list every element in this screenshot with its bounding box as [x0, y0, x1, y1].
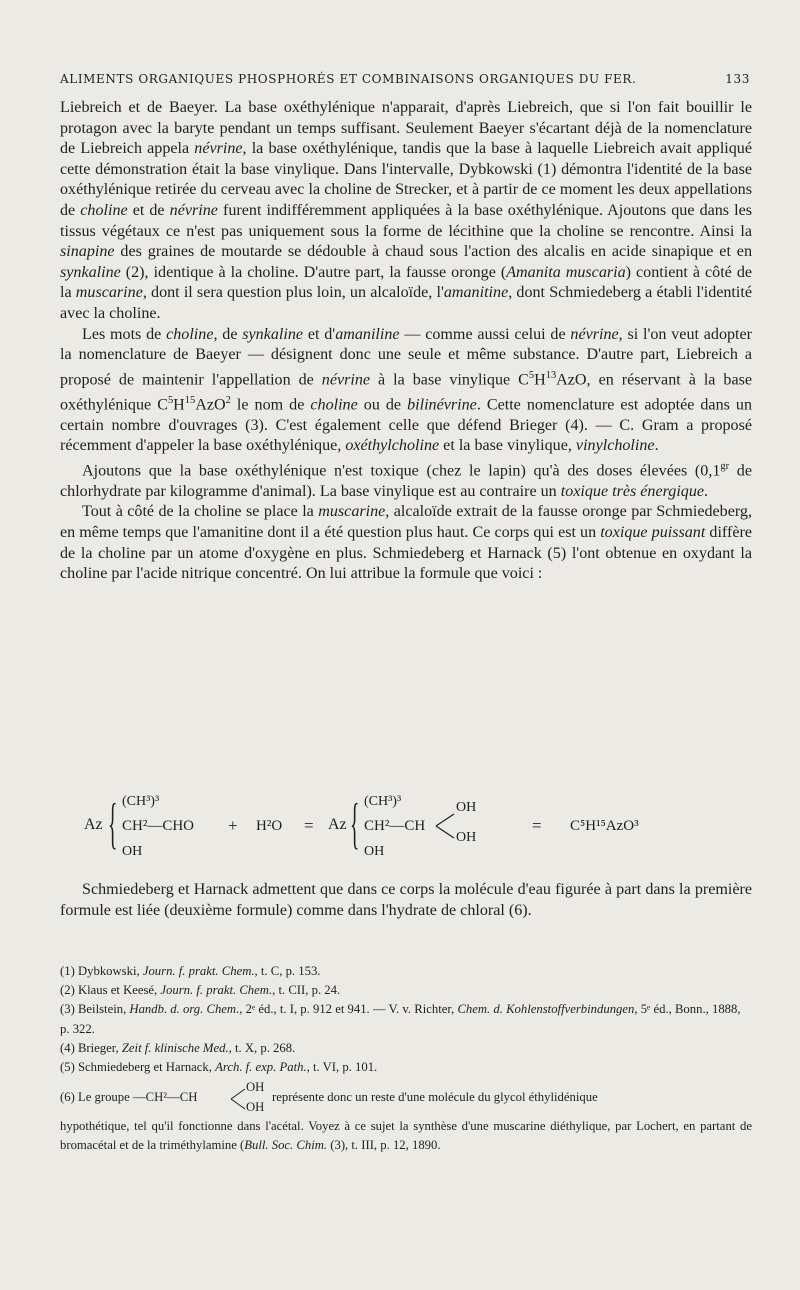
main-text-continued — [60, 880, 752, 921]
text-run: et d' — [303, 325, 336, 343]
footnote-6-oh-down: OH — [246, 1100, 265, 1115]
footnote-6-continuation — [60, 1117, 752, 1155]
formula-az-left: Az — [84, 816, 103, 833]
chemical-formula — [60, 788, 752, 868]
running-title: ALIMENTS ORGANIQUES PHOSPHORÉS ET COMBINAISONS ORGANIQUES DU FER. — [60, 72, 637, 86]
italic-run: Bull. Soc. Chim. — [244, 1138, 328, 1153]
superscript-run: 2 — [225, 394, 231, 406]
text-run: furent indifféremment appliquées à la base oxéthylénique. Ajoutons que dans les tissus végétaux ce n'est pas uniquement sous la forme de lécithine que la choline se rencontre. Ainsi la — [60, 201, 753, 240]
italic-run: névrine — [570, 325, 619, 343]
text-run: . — [704, 482, 709, 500]
text-run: Les mots de — [82, 325, 167, 343]
text-run: (4) Brieger, — [60, 1040, 122, 1055]
formula-az-right: Az — [328, 816, 347, 833]
text-run: , t. X, p. 268. — [228, 1040, 296, 1055]
formula-result: C⁵H¹⁵AzO³ — [570, 818, 639, 834]
italic-run: névrine — [169, 201, 218, 219]
footnote — [60, 981, 752, 1000]
footnote-6 — [60, 1077, 752, 1117]
text-run: , dont Schmiedeberg a établi l'identité avec la choline. — [60, 284, 752, 322]
text-run: , dont il sera question plus loin, un alcaloïde, l' — [142, 284, 444, 302]
text-run: ou de — [357, 396, 408, 414]
formula-oh-up: OH — [456, 800, 477, 815]
superscript-run: 5 — [167, 394, 174, 406]
text-run: , t. C, p. 153. — [254, 964, 321, 978]
italic-run: Journ. f. prakt. Chem. — [142, 964, 255, 978]
text-run: à la base vinylique C — [370, 371, 529, 389]
text-run: et de — [127, 201, 170, 219]
formula-water: H²O — [256, 818, 283, 834]
italic-run: choline — [80, 201, 128, 219]
page-number: 133 — [725, 72, 750, 86]
footnote — [60, 1039, 752, 1058]
italic-run: Arch. f. exp. Path. — [215, 1060, 307, 1075]
text-run: , t. VI, p. 101. — [306, 1060, 378, 1075]
paragraph — [60, 457, 752, 503]
superscript-run: 5 — [528, 369, 535, 381]
text-run: , t. CII, p. 24. — [272, 983, 341, 998]
text-run: H — [173, 396, 185, 414]
text-run: le nom de — [230, 396, 311, 414]
text-run: Liebreich et de Baeyer. La base oxéthylénique n'apparait, d'après Liebreich, que si l'on fait bouillir le protagon avec la baryte pendant un temps suffisant. Seulement Baeyer s'écartant déjà de la nomenclature de Liebreich appela — [60, 99, 752, 158]
italic-run: névrine — [321, 371, 371, 389]
italic-run: toxique très énergique — [560, 482, 705, 500]
formula-brace-left: { — [108, 793, 118, 855]
text-run: hypothétique, tel qu'il fonctionne dans l'acétal. Voyez à ce sujet la synthèse d'une muscarine diéthylique, par Lochert, en partant de bromacétal et de la triméthylamine ( — [60, 1119, 752, 1153]
paragraph — [60, 502, 752, 584]
text-run: , si l'on veut adopter la nomenclature de Baeyer — désignent donc une seule et même substance. D'autre part, Liebreich a proposé de maintenir l'appellation de — [60, 325, 753, 389]
italic-run: névrine — [194, 140, 243, 158]
italic-run: synkaline — [60, 263, 121, 281]
text-run: et la base vinylique, — [439, 437, 576, 455]
superscript-run: 13 — [545, 369, 557, 381]
text-run: (3), t. III, p. 12, 1890. — [327, 1138, 441, 1153]
italic-run: synkaline — [242, 325, 304, 343]
formula-equals-2: = — [532, 816, 542, 835]
text-run: AzO, en réservant à la base oxéthylénique C — [60, 371, 753, 414]
italic-run: oxéthylcholine — [345, 437, 440, 455]
italic-run: choline — [310, 396, 358, 414]
footnote-6-label: (6) Le groupe —CH²—CH — [60, 1090, 198, 1105]
formula-oh-down: OH — [456, 830, 477, 845]
text-run: (5) Schmiedeberg et Harnack, — [60, 1060, 216, 1075]
formula-branch-lines — [434, 808, 458, 844]
text-run: (3) Beilstein, — [60, 1002, 130, 1017]
paragraph — [60, 98, 752, 325]
formula-left-mid: CH²—CHO — [122, 818, 195, 834]
italic-run: amanitine — [443, 284, 509, 302]
formula-equals-1: = — [304, 816, 314, 835]
italic-run: amaniline — [335, 325, 400, 343]
italic-run: Journ. f. prakt. Chem. — [160, 983, 273, 998]
footnote-6-rest: représente donc un reste d'une molécule du glycol éthylidénique — [272, 1090, 598, 1105]
italic-run: vinylcholine — [575, 437, 655, 455]
formula-left-top: (CH³)³ — [122, 794, 160, 809]
footnote — [60, 962, 752, 981]
formula-left-bot: OH — [122, 844, 143, 859]
text-run: . Cette nomenclature est adoptée dans un certain nombre d'ouvrages (3). C'est également celle que défend Brieger (4). — C. Gram a proposé récemment d'appeler la base oxéthylénique, — [60, 396, 752, 455]
text-run: (2), identique à la choline. D'autre part, la fausse oronge ( — [120, 263, 507, 281]
italic-run: sinapine — [60, 243, 115, 261]
text-run: , 2ᵉ éd., t. I, p. 912 et 941. — V. v. Richter, — [239, 1002, 458, 1017]
superscript-run: gr — [720, 460, 730, 472]
text-run: , 5ᵉ éd., Bonn., 1888, p. 322. — [60, 1002, 741, 1036]
italic-run: choline — [166, 325, 214, 343]
text-run: (1) Dybkowski, — [60, 964, 143, 978]
formula-plus: + — [228, 816, 238, 835]
italic-run: Amanita muscaria — [506, 263, 626, 281]
footnote — [60, 1000, 752, 1038]
footnote — [60, 1058, 752, 1077]
text-run: . — [654, 437, 659, 455]
text-run: de chlorhydrate par kilogramme d'animal). La base vinylique est au contraire un — [60, 462, 752, 500]
italic-run: bilinévrine — [407, 396, 477, 414]
text-run: H — [534, 371, 546, 389]
text-run: , de — [213, 325, 243, 343]
paragraph — [60, 325, 752, 457]
italic-run: muscarine — [75, 284, 143, 302]
formula-brace-right: { — [350, 793, 360, 855]
text-run: des graines de moutarde se dédouble à chaud sous l'action des alcalis en acide sinapique et en — [114, 243, 752, 261]
italic-run: Handb. d. org. Chem. — [129, 1002, 240, 1017]
running-header — [60, 72, 750, 86]
text-run: Ajoutons que la base oxéthylénique n'est toxique (chez le lapin) qu'à des doses élevées (0,1 — [82, 462, 721, 480]
paragraph: Schmiedeberg et Harnack admettent que dans ce corps la molécule d'eau figurée à part dans la première formule est liée (deuxième formule) comme dans l'hydrate de chloral (6). — [60, 881, 752, 919]
footnotes — [60, 962, 752, 1156]
italic-run: toxique puissant — [600, 523, 706, 541]
text-run: , alcaloïde extrait de la fausse oronge par Schmiedeberg, en même temps que l'amanitine dont il a été question plus haut. Ce corps qui est un — [60, 503, 753, 541]
superscript-run: 15 — [184, 394, 196, 406]
text-run: ) contient à côté de la — [60, 263, 753, 302]
footnote-6-oh-up: OH — [246, 1080, 265, 1095]
formula-right-mid: CH²—CH — [364, 818, 426, 834]
italic-run: Chem. d. Kohlenstoffverbindungen — [457, 1002, 635, 1017]
formula-right-bot: OH — [364, 844, 385, 859]
text-run: — comme aussi celui de — [399, 325, 571, 343]
italic-run: muscarine — [318, 503, 386, 521]
text-run: (2) Klaus et Keesé, — [60, 983, 161, 998]
formula-right-top: (CH³)³ — [364, 794, 402, 809]
text-run: Tout à côté de la choline se place la — [82, 503, 319, 521]
text-run: diffère de la choline par un atome d'oxygène en plus. Schmiedeberg et Harnack (5) l'ont obtenue en oxydant la choline par l'acide nitrique concentré. On lui attribue la formule que voici : — [60, 523, 752, 583]
main-text — [60, 98, 752, 585]
text-run: , la base oxéthylénique, tandis que la base à laquelle Liebreich avait appliqué cette démonstration était la base vinylique. Dans l'intervalle, Dybkowski (1) démontra l'identité de la base oxéthylénique retirée du cerveau avec la choline de Strecker, et à partir de ce moment les deux appellations de — [60, 140, 753, 219]
text-run: AzO — [195, 396, 226, 414]
italic-run: Zeit f. klinische Med. — [121, 1040, 229, 1055]
